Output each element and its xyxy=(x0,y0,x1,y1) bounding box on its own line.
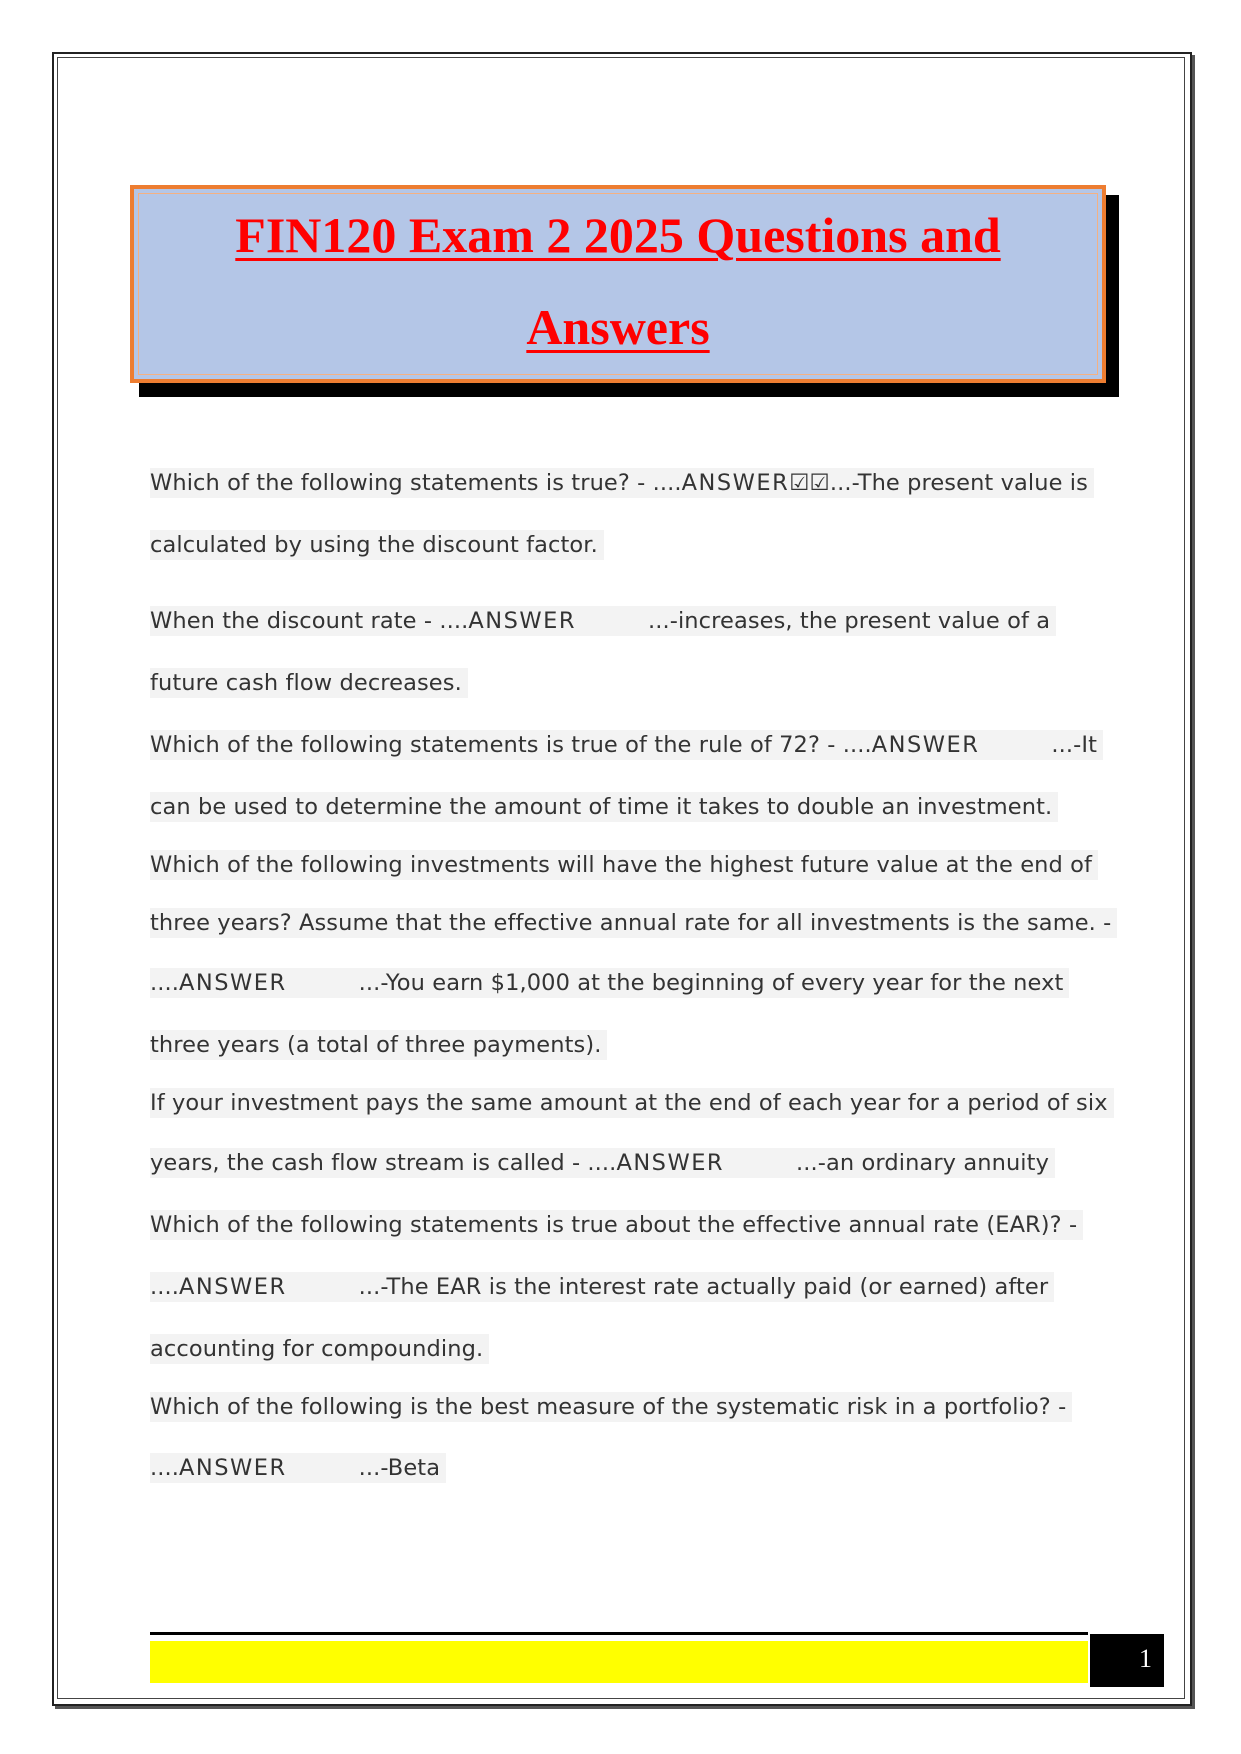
question-text: .... xyxy=(150,1274,180,1300)
answer-tag: ANSWER xyxy=(179,1455,287,1481)
question-text: If your investment pays the same amount at the end of each year for a period of six xyxy=(150,1090,1108,1116)
question-text: Which of the following statements is true? - .... xyxy=(150,470,682,496)
qa-line xyxy=(150,968,1069,998)
title-line-2: Answers xyxy=(526,299,710,355)
answer-text: ...-increases, the present value of a xyxy=(647,608,1051,634)
qa-line xyxy=(150,1334,489,1364)
question-text: .... xyxy=(150,1455,180,1481)
document-title xyxy=(134,189,1102,373)
answer-text: ...-It xyxy=(1051,732,1097,758)
answer-tag: ANSWER xyxy=(179,1274,287,1300)
footer-rule xyxy=(150,1632,1088,1635)
answer-tag: ANSWER xyxy=(179,970,287,996)
answer-text: ...-You earn $1,000 at the beginning of every year for the next xyxy=(358,970,1064,996)
qa-line xyxy=(150,908,1117,938)
answer-text: ...-an ordinary annuity xyxy=(796,1150,1049,1176)
qa-line xyxy=(150,792,1058,822)
answer-text: ...-Beta xyxy=(358,1455,441,1481)
question-text: Which of the following investments will have the highest future value at the end of xyxy=(150,852,1093,878)
title-line-1: FIN120 Exam 2 2025 Questions and xyxy=(235,207,1001,263)
title-box xyxy=(130,185,1106,383)
answer-text: calculated by using the discount factor. xyxy=(150,532,598,558)
qa-line xyxy=(150,1272,1054,1302)
question-text: years, the cash flow stream is called - .... xyxy=(150,1150,617,1176)
answer-text: future cash flow decreases. xyxy=(150,670,462,696)
answer-tag: ANSWER xyxy=(616,1150,725,1176)
qa-line xyxy=(150,1030,607,1060)
answer-text: ...-The present value is xyxy=(829,470,1088,496)
qa-line xyxy=(150,606,1056,636)
answer-text: accounting for compounding. xyxy=(150,1336,484,1362)
question-text: three years? Assume that the effective annual rate for all investments is the same. - xyxy=(150,910,1112,936)
question-text: Which of the following is the best measure of the systematic risk in a portfolio? - xyxy=(150,1394,1067,1420)
qa-line xyxy=(150,850,1098,880)
question-text: Which of the following statements is true about the effective annual rate (EAR)? - xyxy=(150,1212,1078,1238)
answer-tag: ANSWER xyxy=(468,608,576,634)
footer-bar xyxy=(150,1641,1088,1683)
answer-tag: ANSWER xyxy=(681,470,790,496)
qa-line xyxy=(150,1392,1072,1422)
answer-text: three years (a total of three payments). xyxy=(150,1032,602,1058)
page-number: 1 xyxy=(1090,1634,1164,1687)
answer-text: can be used to determine the amount of time it takes to double an investment. xyxy=(150,794,1053,820)
qa-line xyxy=(150,530,604,560)
qa-line xyxy=(150,1088,1114,1118)
qa-line xyxy=(150,1453,446,1483)
qa-line xyxy=(150,730,1103,760)
question-text: When the discount rate - .... xyxy=(150,608,469,634)
question-text: .... xyxy=(150,970,180,996)
qa-line xyxy=(150,668,468,698)
qa-line xyxy=(150,1210,1083,1240)
qa-line xyxy=(150,468,1094,498)
question-text: Which of the following statements is true of the rule of 72? - .... xyxy=(150,732,872,758)
checkbox-icon: ☑☑ xyxy=(789,470,830,496)
answer-tag: ANSWER xyxy=(871,732,980,758)
answer-text: ...-The EAR is the interest rate actually paid (or earned) after xyxy=(358,1274,1049,1300)
qa-line xyxy=(150,1148,1055,1178)
